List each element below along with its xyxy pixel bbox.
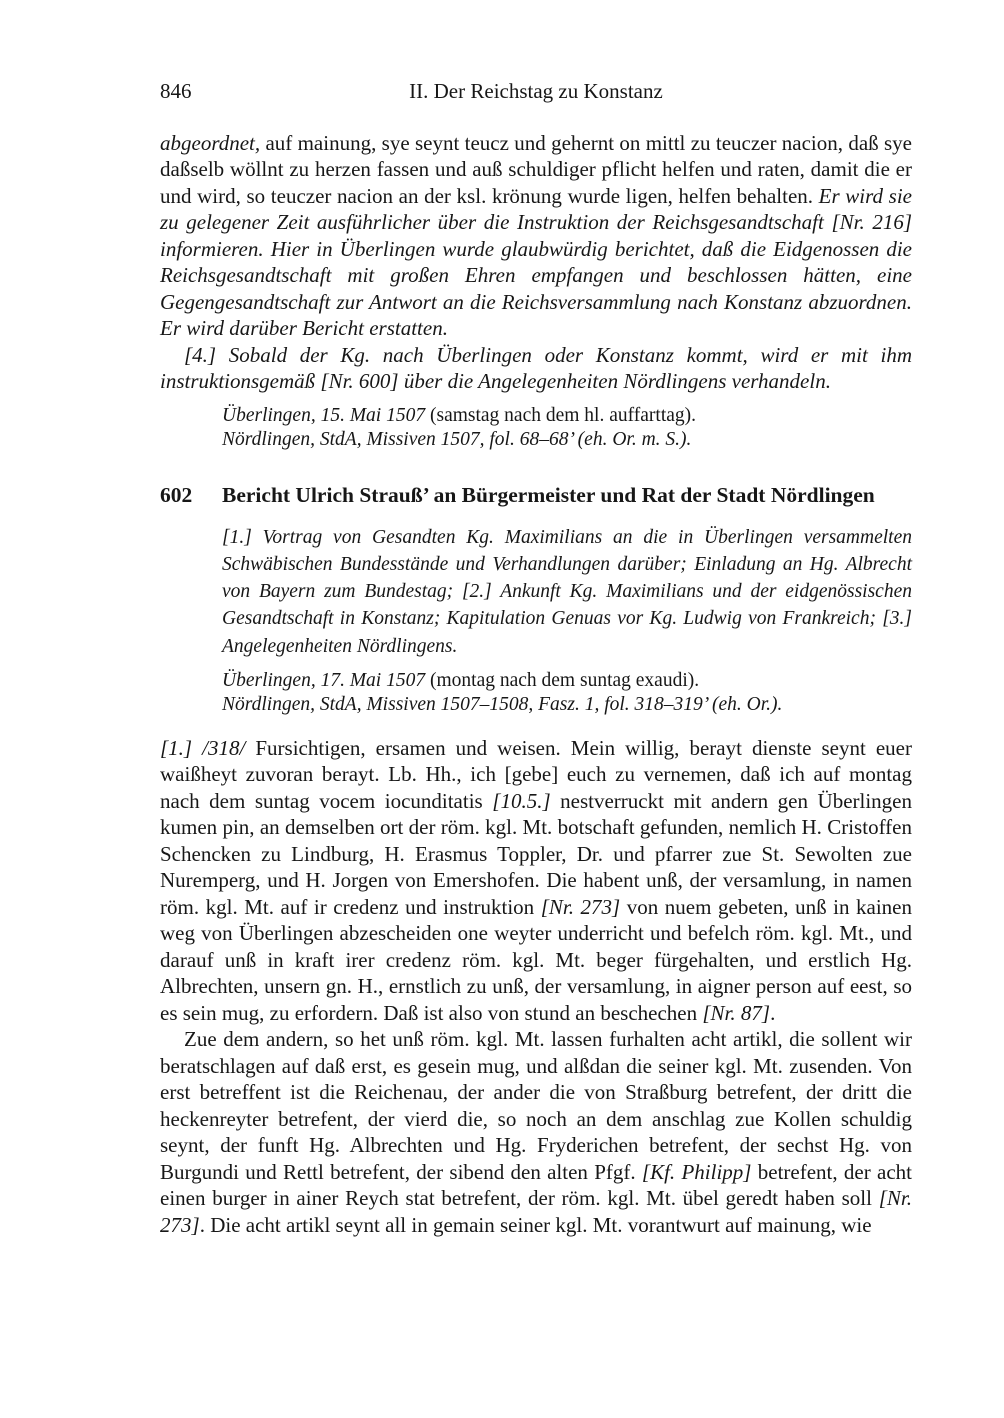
source-line-602 xyxy=(222,693,912,718)
text-segment: [Nr. 273] xyxy=(160,1186,912,1237)
text-segment: abgeordnet, xyxy=(160,130,261,155)
paragraph-continuation xyxy=(160,130,912,342)
text-segment: (samstag nach dem hl. auffarttag). xyxy=(425,404,697,426)
doc-601-end xyxy=(160,130,912,453)
text-segment: [Nr. 273] xyxy=(540,894,621,919)
dateline-601 xyxy=(222,404,912,429)
text-segment: [4.] Sobald der Kg. nach Überlingen oder Konstanz kommt, wird er mit ihm instruktionsgemäß [Nr. 600] über die Angelegenheiten Nördlingens verhandeln. xyxy=(160,342,912,393)
text-segment: . xyxy=(770,1000,776,1025)
text-segment: Fursichtigen, ersamen und weisen. Mein willig, berayt dienste seynt euer waißheyt zuvoran berayt. Lb. Hh., ich [gebe] euch zu vernemen, daß ich auf montag nach dem suntag vocem iocunditatis xyxy=(160,735,913,813)
doc-602 xyxy=(160,481,912,1239)
doc-602-title: Bericht Ulrich Strauß’ an Bürgermeister und Rat der Stadt Nördlingen xyxy=(222,482,875,507)
text-segment: Überlingen, 15. Mai 1507 xyxy=(222,404,426,426)
text-segment: betrefent, der acht einen burger in ainer Reych stat betrefent, der röm. kgl. Mt. übel geredt haben soll xyxy=(160,1159,912,1211)
dateline-source-block-602 xyxy=(222,669,912,718)
text-segment: [10.5.] xyxy=(492,788,551,813)
page-number: 846 xyxy=(160,79,192,103)
dateline-602 xyxy=(222,669,912,694)
text-segment: [1.] Vortrag von Gesandten Kg. Maximilians an die in Überlingen versammelten Schwäbischen Bundesstände und Verhandlungen darüber; Einladung an Hg. Albrecht von Bayern zum Bundestag; [2.] Ankunft Kg. Maximilians und der eidgenössischen Gesandtschaft in Konstanz; Kapitulation Genuas vor Kg. Ludwig von Frankreich; [3.] Angelegenheiten Nördlingens. xyxy=(222,526,912,657)
text-segment: [Nr. 87] xyxy=(702,1000,771,1025)
text-segment: [Kf. Philipp] xyxy=(641,1159,752,1184)
text-segment: Nördlingen, StdA, Missiven 1507, fol. 68–68’ (eh. Or. m. S.). xyxy=(222,429,692,450)
source-line-601 xyxy=(222,428,912,453)
doc-602-heading xyxy=(160,481,912,509)
text-segment: [1.] /318/ xyxy=(160,735,246,760)
text-segment: . Die acht artikl seynt all in gemain seiner kgl. Mt. vorantwurt auf mainung, wie xyxy=(199,1212,872,1237)
text-segment: (montag nach dem suntag exaudi). xyxy=(425,669,700,691)
dateline-source-block-601 xyxy=(222,404,912,453)
text-segment: von nuem gebeten, unß in kainen weg von Überlingen abzescheiden one weyter underricht und befelch röm. kgl. Mt., und darauf unß in kraft irer credenz röm. kgl. Mt. beger fürgehalten, und erstlich Hg. Albrechten, unsern gn. H., ernstlich zu unß, der versamlung, in aigner person auf eest, so es sein mug, zu erfordern. Daß ist also von stund an beschechen xyxy=(160,894,913,1025)
text-segment: auf mainung, sye seynt teucz und gehernt on mittl zu teuczer nacion, daß sye daßselb wöllnt zu herzen fassen und auß schuldiger pflicht helfen und raten, damit die er und wird, so teuczer nacion an der ksl. krönung wurde ligen, helfen behalten. xyxy=(160,130,912,208)
text-segment: Er wird sie zu gelegener Zeit ausführlicher über die Instruktion der Reichsgesandtschaft [Nr. 216] informieren. Hier in Überlingen wurde glaubwürdig berichtet, daß die Eidgenossen die Reichsgesandtschaft mit großen Ehren empfangen und beschlossen hätten, eine Gegengesandtschaft zur Antwort an die Reichsversammlung nach Konstanz abzuordnen. Er wird darüber Bericht erstatten. xyxy=(160,183,912,340)
paragraph-item-4 xyxy=(160,342,912,395)
doc-602-number: 602 xyxy=(160,482,193,507)
doc-602-summary xyxy=(222,524,912,660)
text-block xyxy=(160,78,912,1238)
doc-602-body xyxy=(160,735,912,1239)
text-segment: Überlingen, 17. Mai 1507 xyxy=(222,669,426,691)
running-head: II. Der Reichstag zu Konstanz xyxy=(409,79,663,103)
body-paragraph-2 xyxy=(160,1026,912,1238)
text-segment: nestverruckt mit andern gen Überlingen kumen pin, an demselben ort der röm. kgl. Mt. botschaft gefunden, nemlich H. Cristoffen Schencken zu Lindburg, H. Erasmus Toppler, Dr. und pfarrer zue St. Sewolten zue Nuremperg, und H. Jorgen von Emershofen. Die habent unß, der versamlung, in namen röm. kgl. Mt. auf ir credenz und instruktion xyxy=(160,788,913,919)
text-segment: Zue dem andern, so het unß röm. kgl. Mt. lassen furhalten acht artikl, die sollent wir beratschlagen auf daß erst, es gesein mug, und alßdan die seiner kgl. Mt. zusenden. Von erst betreffent ist die Reichenau, der ander die von Straßburg betrefent, der dritt die heckenreyter betrefent, der vierd die, so noch an dem anschlag zue Kollen schuldig seynt, der funft Hg. Albrechten und Hg. Fryderichen betrefent, der sechst Hg. von Burgundi und Rettl betrefent, der sibend den alten Pfgf. xyxy=(160,1027,912,1184)
page-header xyxy=(160,78,912,105)
text-segment: Nördlingen, StdA, Missiven 1507–1508, Fasz. 1, fol. 318–319’ (eh. Or.). xyxy=(222,694,783,716)
body-paragraph-1 xyxy=(160,735,912,1027)
